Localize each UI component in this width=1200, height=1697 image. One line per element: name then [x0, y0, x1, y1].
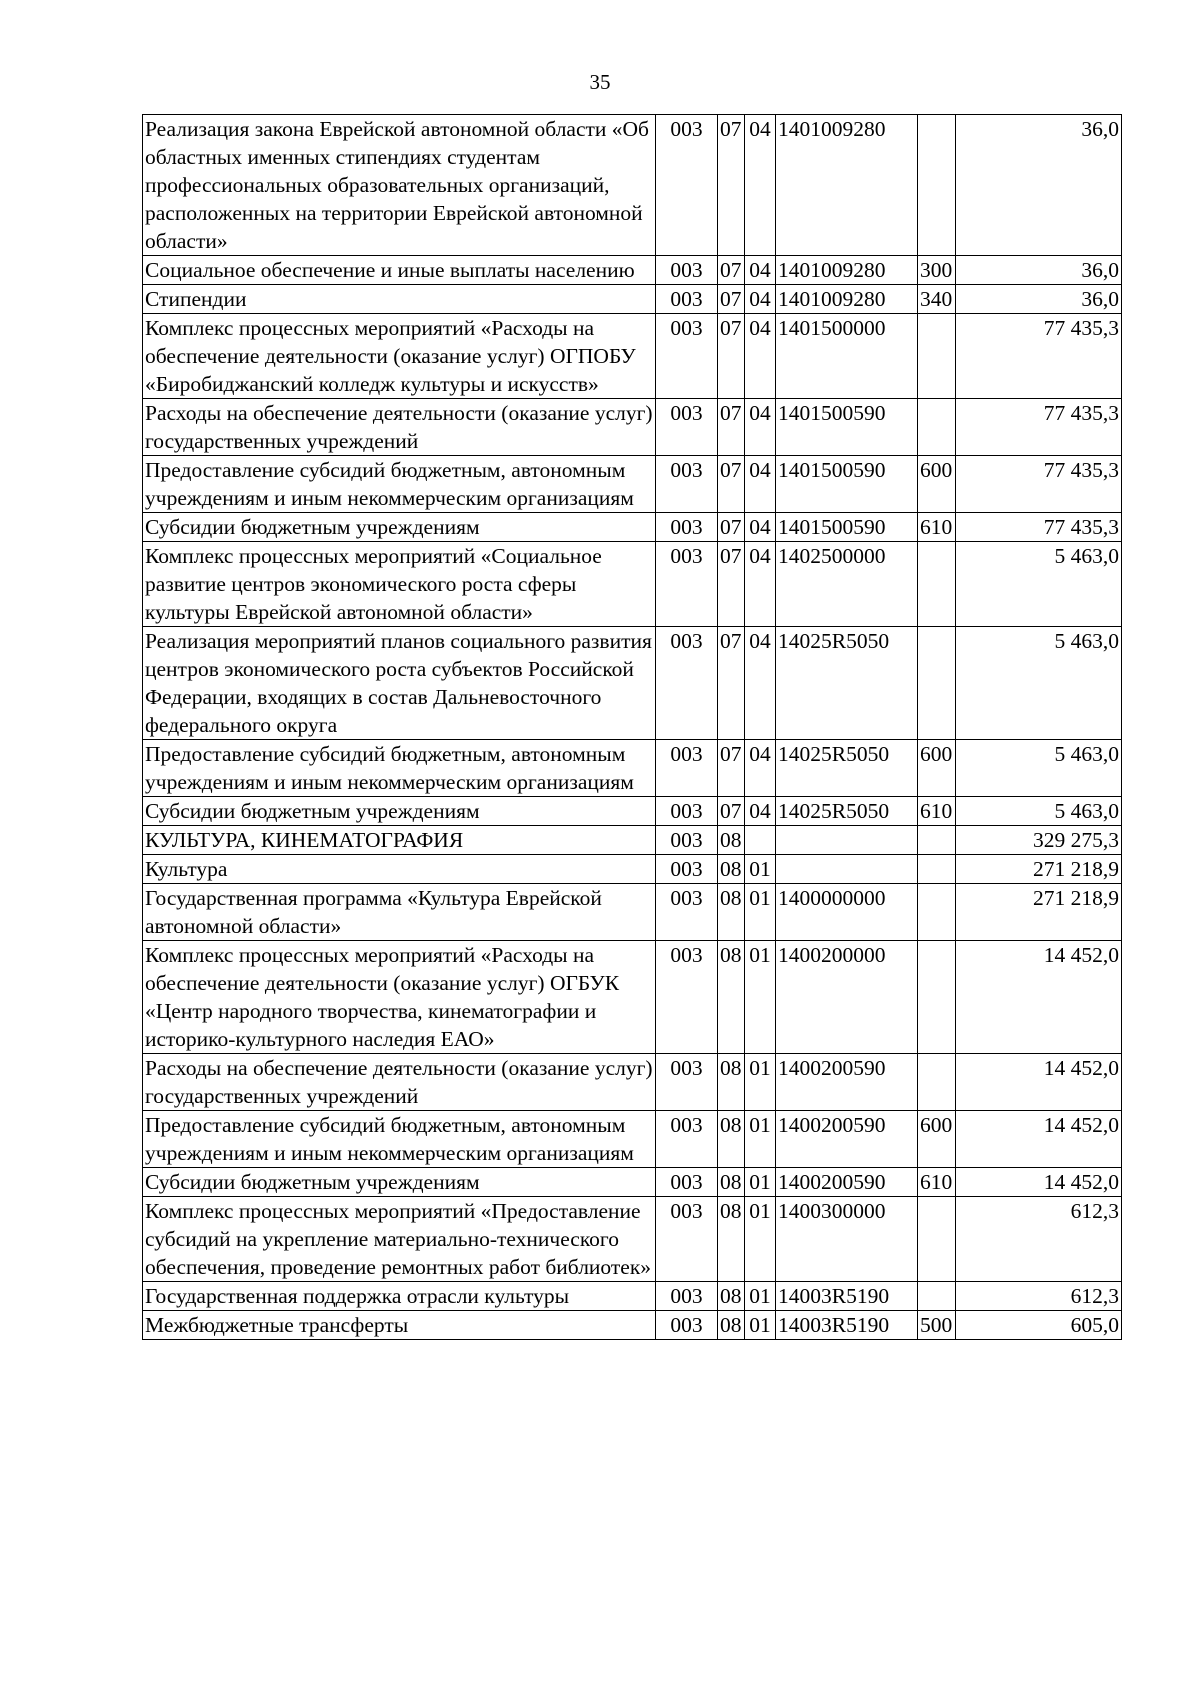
expense-type-cell [918, 826, 956, 855]
table-row [143, 456, 1122, 513]
target-article-cell: 1400200590 [776, 1054, 918, 1111]
target-article-cell: 1401009280 [776, 115, 918, 256]
table-row [143, 1054, 1122, 1111]
budget-table [142, 114, 1122, 1340]
table-row [143, 285, 1122, 314]
section-code-cell: 07 [718, 456, 745, 513]
expense-name-cell: Комплекс процессных мероприятий «Предоставление субсидий на укрепление материально-технического обеспечения, проведение ремонтных работ библиотек» [143, 1197, 656, 1282]
section-code-cell: 07 [718, 115, 745, 256]
expense-type-cell [918, 1054, 956, 1111]
admin-code-cell: 003 [656, 1197, 718, 1282]
table-row [143, 115, 1122, 256]
amount-cell: 271 218,9 [956, 855, 1122, 884]
expense-name-cell: Комплекс процессных мероприятий «Социальное развитие центров экономического роста сферы культуры Еврейской автономной области» [143, 542, 656, 627]
table-row [143, 513, 1122, 542]
table-row [143, 627, 1122, 740]
expense-type-cell [918, 1282, 956, 1311]
amount-cell: 14 452,0 [956, 1111, 1122, 1168]
expense-name-cell: Культура [143, 855, 656, 884]
admin-code-cell: 003 [656, 285, 718, 314]
target-article-cell: 1400200590 [776, 1168, 918, 1197]
expense-type-cell [918, 1197, 956, 1282]
amount-cell: 5 463,0 [956, 740, 1122, 797]
subsection-code-cell: 01 [745, 884, 776, 941]
table-row [143, 1168, 1122, 1197]
admin-code-cell: 003 [656, 456, 718, 513]
section-code-cell: 08 [718, 1197, 745, 1282]
section-code-cell: 08 [718, 855, 745, 884]
amount-cell: 77 435,3 [956, 399, 1122, 456]
amount-cell: 612,3 [956, 1282, 1122, 1311]
subsection-code-cell: 01 [745, 1282, 776, 1311]
admin-code-cell: 003 [656, 797, 718, 826]
target-article-cell: 1400200590 [776, 1111, 918, 1168]
admin-code-cell: 003 [656, 542, 718, 627]
expense-type-cell: 610 [918, 797, 956, 826]
subsection-code-cell: 01 [745, 1168, 776, 1197]
section-code-cell: 07 [718, 314, 745, 399]
expense-name-cell: Межбюджетные трансферты [143, 1311, 656, 1340]
amount-cell: 77 435,3 [956, 314, 1122, 399]
subsection-code-cell: 04 [745, 456, 776, 513]
expense-type-cell: 600 [918, 456, 956, 513]
admin-code-cell: 003 [656, 627, 718, 740]
admin-code-cell: 003 [656, 855, 718, 884]
expense-type-cell: 600 [918, 740, 956, 797]
expense-type-cell: 300 [918, 256, 956, 285]
target-article-cell: 1401500590 [776, 399, 918, 456]
section-code-cell: 07 [718, 740, 745, 797]
expense-name-cell: Расходы на обеспечение деятельности (оказание услуг) государственных учреждений [143, 1054, 656, 1111]
expense-name-cell: Комплекс процессных мероприятий «Расходы на обеспечение деятельности (оказание услуг) ОГПОБУ «Биробиджанский колледж культуры и искусств» [143, 314, 656, 399]
target-article-cell: 1402500000 [776, 542, 918, 627]
target-article-cell: 1400200000 [776, 941, 918, 1054]
target-article-cell: 14025R5050 [776, 797, 918, 826]
amount-cell: 14 452,0 [956, 941, 1122, 1054]
target-article-cell: 14025R5050 [776, 740, 918, 797]
expense-name-cell: Субсидии бюджетным учреждениям [143, 1168, 656, 1197]
target-article-cell: 1401500590 [776, 456, 918, 513]
admin-code-cell: 003 [656, 1168, 718, 1197]
target-article-cell: 1400300000 [776, 1197, 918, 1282]
expense-name-cell: КУЛЬТУРА, КИНЕМАТОГРАФИЯ [143, 826, 656, 855]
section-code-cell: 08 [718, 1311, 745, 1340]
admin-code-cell: 003 [656, 1054, 718, 1111]
admin-code-cell: 003 [656, 1311, 718, 1340]
expense-type-cell [918, 399, 956, 456]
expense-name-cell: Стипендии [143, 285, 656, 314]
subsection-code-cell: 01 [745, 1111, 776, 1168]
table-row [143, 314, 1122, 399]
subsection-code-cell: 01 [745, 1197, 776, 1282]
amount-cell: 612,3 [956, 1197, 1122, 1282]
expense-name-cell: Предоставление субсидий бюджетным, автономным учреждениям и иным некоммерческим организациям [143, 456, 656, 513]
section-code-cell: 07 [718, 627, 745, 740]
expense-type-cell [918, 542, 956, 627]
expense-type-cell [918, 941, 956, 1054]
admin-code-cell: 003 [656, 399, 718, 456]
amount-cell: 36,0 [956, 285, 1122, 314]
expense-type-cell: 500 [918, 1311, 956, 1340]
table-row [143, 855, 1122, 884]
target-article-cell: 1400000000 [776, 884, 918, 941]
table-row [143, 1111, 1122, 1168]
section-code-cell: 07 [718, 797, 745, 826]
expense-name-cell: Предоставление субсидий бюджетным, автономным учреждениям и иным некоммерческим организациям [143, 740, 656, 797]
target-article-cell: 14003R5190 [776, 1282, 918, 1311]
table-row [143, 740, 1122, 797]
expense-name-cell: Комплекс процессных мероприятий «Расходы на обеспечение деятельности (оказание услуг) ОГБУК «Центр народного творчества, кинематографии и историко-культурного наследия ЕАО» [143, 941, 656, 1054]
admin-code-cell: 003 [656, 826, 718, 855]
admin-code-cell: 003 [656, 1282, 718, 1311]
admin-code-cell: 003 [656, 115, 718, 256]
subsection-code-cell: 04 [745, 256, 776, 285]
table-row [143, 399, 1122, 456]
amount-cell: 36,0 [956, 256, 1122, 285]
table-row [143, 826, 1122, 855]
section-code-cell: 08 [718, 1111, 745, 1168]
section-code-cell: 08 [718, 941, 745, 1054]
table-row [143, 941, 1122, 1054]
subsection-code-cell [745, 826, 776, 855]
amount-cell: 14 452,0 [956, 1054, 1122, 1111]
subsection-code-cell: 04 [745, 314, 776, 399]
section-code-cell: 08 [718, 1054, 745, 1111]
amount-cell: 5 463,0 [956, 627, 1122, 740]
expense-type-cell [918, 855, 956, 884]
section-code-cell: 07 [718, 513, 745, 542]
amount-cell: 271 218,9 [956, 884, 1122, 941]
amount-cell: 5 463,0 [956, 542, 1122, 627]
subsection-code-cell: 04 [745, 797, 776, 826]
subsection-code-cell: 01 [745, 941, 776, 1054]
target-article-cell: 1401009280 [776, 285, 918, 314]
subsection-code-cell: 04 [745, 627, 776, 740]
expense-type-cell [918, 627, 956, 740]
section-code-cell: 07 [718, 285, 745, 314]
subsection-code-cell: 01 [745, 855, 776, 884]
section-code-cell: 07 [718, 399, 745, 456]
subsection-code-cell: 04 [745, 513, 776, 542]
admin-code-cell: 003 [656, 1111, 718, 1168]
expense-name-cell: Субсидии бюджетным учреждениям [143, 513, 656, 542]
subsection-code-cell: 04 [745, 740, 776, 797]
amount-cell: 14 452,0 [956, 1168, 1122, 1197]
target-article-cell [776, 826, 918, 855]
section-code-cell: 07 [718, 542, 745, 627]
expense-name-cell: Реализация мероприятий планов социального развития центров экономического роста субъектов Российской Федерации, входящих в состав Дальневосточного федерального округа [143, 627, 656, 740]
expense-type-cell: 610 [918, 513, 956, 542]
target-article-cell: 1401500000 [776, 314, 918, 399]
expense-name-cell: Реализация закона Еврейской автономной области «Об областных именных стипендиях студентам профессиональных образовательных организаций, расположенных на территории Еврейской автономной области» [143, 115, 656, 256]
subsection-code-cell: 04 [745, 115, 776, 256]
admin-code-cell: 003 [656, 256, 718, 285]
amount-cell: 77 435,3 [956, 456, 1122, 513]
target-article-cell: 14025R5050 [776, 627, 918, 740]
target-article-cell: 1401500590 [776, 513, 918, 542]
subsection-code-cell: 01 [745, 1311, 776, 1340]
expense-type-cell: 610 [918, 1168, 956, 1197]
expense-name-cell: Государственная программа «Культура Еврейской автономной области» [143, 884, 656, 941]
admin-code-cell: 003 [656, 513, 718, 542]
table-row [143, 1311, 1122, 1340]
expense-type-cell [918, 884, 956, 941]
expense-name-cell: Предоставление субсидий бюджетным, автономным учреждениям и иным некоммерческим организациям [143, 1111, 656, 1168]
table-row [143, 542, 1122, 627]
section-code-cell: 08 [718, 1282, 745, 1311]
table-row [143, 1282, 1122, 1311]
target-article-cell: 14003R5190 [776, 1311, 918, 1340]
expense-type-cell: 340 [918, 285, 956, 314]
expense-type-cell [918, 314, 956, 399]
expense-type-cell: 600 [918, 1111, 956, 1168]
section-code-cell: 08 [718, 1168, 745, 1197]
amount-cell: 36,0 [956, 115, 1122, 256]
amount-cell: 329 275,3 [956, 826, 1122, 855]
table-row [143, 884, 1122, 941]
table-row [143, 1197, 1122, 1282]
subsection-code-cell: 04 [745, 399, 776, 456]
amount-cell: 5 463,0 [956, 797, 1122, 826]
admin-code-cell: 003 [656, 314, 718, 399]
page-number: 35 [589, 70, 611, 94]
expense-name-cell: Социальное обеспечение и иные выплаты населению [143, 256, 656, 285]
admin-code-cell: 003 [656, 884, 718, 941]
admin-code-cell: 003 [656, 740, 718, 797]
section-code-cell: 08 [718, 884, 745, 941]
target-article-cell: 1401009280 [776, 256, 918, 285]
admin-code-cell: 003 [656, 941, 718, 1054]
amount-cell: 605,0 [956, 1311, 1122, 1340]
subsection-code-cell: 01 [745, 1054, 776, 1111]
expense-type-cell [918, 115, 956, 256]
budget-table-body [143, 115, 1122, 1340]
amount-cell: 77 435,3 [956, 513, 1122, 542]
subsection-code-cell: 04 [745, 285, 776, 314]
target-article-cell [776, 855, 918, 884]
section-code-cell: 08 [718, 826, 745, 855]
table-row [143, 256, 1122, 285]
subsection-code-cell: 04 [745, 542, 776, 627]
expense-name-cell: Субсидии бюджетным учреждениям [143, 797, 656, 826]
table-row [143, 797, 1122, 826]
section-code-cell: 07 [718, 256, 745, 285]
expense-name-cell: Государственная поддержка отрасли культуры [143, 1282, 656, 1311]
expense-name-cell: Расходы на обеспечение деятельности (оказание услуг) государственных учреждений [143, 399, 656, 456]
